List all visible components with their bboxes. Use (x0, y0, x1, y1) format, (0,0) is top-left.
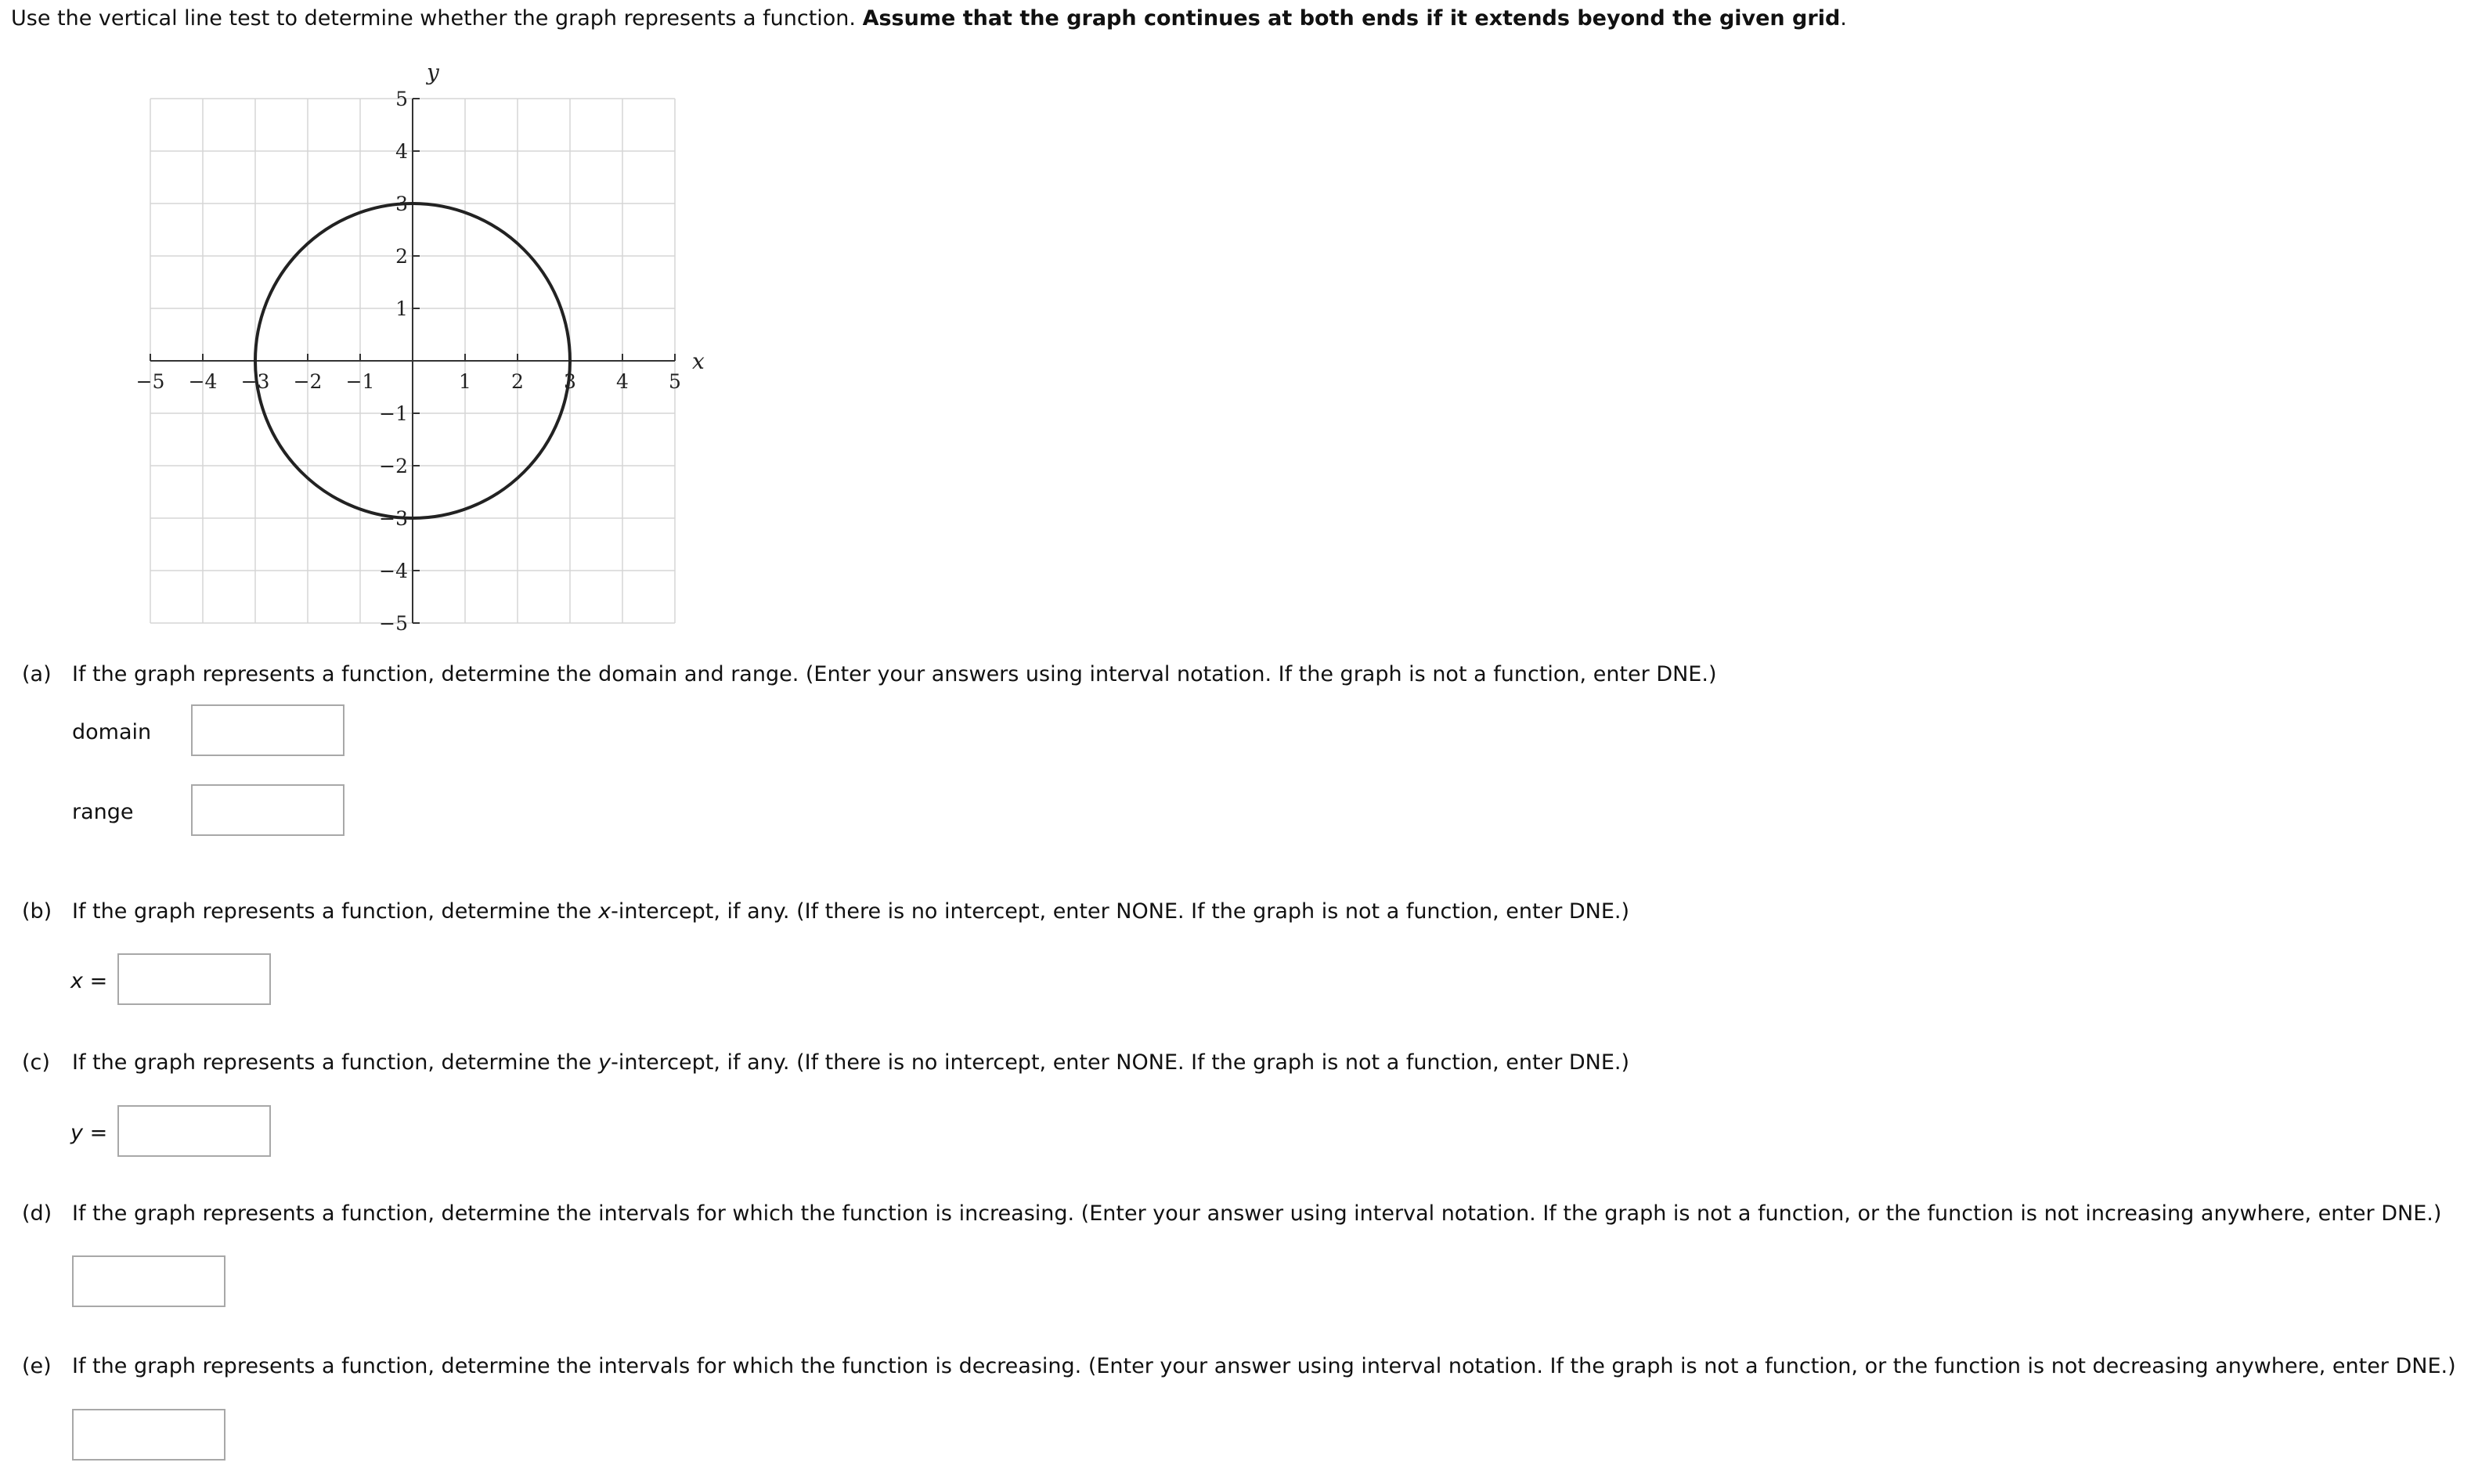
question-d-text: If the graph represents a function, determine the intervals for which the function is increasing. (Enter your answer using interval notation. If the graph is not a function, or the function is not increasing anywhere, enter DNE.) (72, 1201, 2442, 1226)
question-d (22, 1200, 2441, 1228)
question-c-text-before: If the graph represents a function, determine the (72, 1050, 599, 1075)
x-tick-label: 3 (564, 370, 576, 393)
y-tick-label: −2 (379, 455, 408, 477)
x-tick-label: 2 (511, 370, 524, 393)
y-tick-label: −4 (379, 560, 408, 582)
decreasing-input[interactable] (72, 1409, 225, 1461)
instructions-bold: Assume that the graph continues at both ends if it extends beyond the given grid (862, 6, 1841, 31)
y-tick-label: 3 (395, 193, 408, 215)
y-tick-label: −3 (379, 507, 408, 530)
instructions-suffix: . (1840, 6, 1847, 31)
y-intercept-label (70, 1119, 107, 1147)
question-c-text-after: -intercept, if any. (If there is no intercept, enter NONE. If the graph is not a function, enter DNE.) (611, 1050, 1630, 1075)
y-tick-label: −5 (379, 612, 408, 634)
question-b-text-after: -intercept, if any. (If there is no intercept, enter NONE. If the graph is not a function, enter DNE.) (611, 899, 1630, 924)
question-a-text: If the graph represents a function, determine the domain and range. (Enter your answers using interval notation. If the graph is not a function, enter DNE.) (72, 662, 1717, 686)
y-axis-label: y (427, 59, 439, 85)
x-intercept-var: x (70, 969, 83, 993)
x-tick-label: 5 (669, 370, 681, 393)
y-tick-label: 1 (395, 297, 408, 320)
x-tick-label: 1 (459, 370, 471, 393)
y-intercept-var: y (70, 1121, 83, 1145)
y-tick-label: −1 (379, 402, 408, 425)
y-tick-label: 4 (395, 140, 408, 163)
x-tick-label: −2 (293, 370, 323, 393)
y-intercept-input[interactable] (117, 1105, 271, 1157)
x-tick-label: −4 (188, 370, 218, 393)
x-tick-label: −3 (240, 370, 270, 393)
y-tick-label: 5 (395, 88, 408, 110)
x-tick-label: −1 (345, 370, 375, 393)
domain-label: domain (72, 720, 152, 744)
x-intercept-input[interactable] (117, 953, 271, 1005)
instructions (11, 5, 1847, 33)
question-c-var: y (598, 1050, 611, 1075)
question-c-label: (c) (22, 1050, 50, 1075)
question-d-label: (d) (22, 1201, 52, 1226)
x-intercept-eq: = (82, 969, 108, 993)
question-e-text: If the graph represents a function, determine the intervals for which the function is decreasing. (Enter your answer using interval notation. If the graph is not a function, or the function is not decreasing anywhere, enter DNE.) (72, 1354, 2456, 1378)
x-tick-label: −5 (135, 370, 165, 393)
x-tick-label: 4 (616, 370, 629, 393)
range-label: range (72, 800, 134, 824)
question-c (22, 1049, 1629, 1077)
question-b (22, 898, 1629, 926)
range-input[interactable] (191, 784, 344, 836)
question-e (22, 1353, 2456, 1381)
y-tick-label: 2 (395, 245, 408, 268)
question-b-text-before: If the graph represents a function, determine the (72, 899, 599, 924)
question-a-label: (a) (22, 662, 52, 686)
question-b-label: (b) (22, 899, 52, 924)
y-intercept-eq: = (82, 1121, 108, 1145)
x-intercept-label (70, 967, 107, 996)
domain-input[interactable] (191, 704, 344, 756)
question-e-label: (e) (22, 1354, 52, 1378)
question-b-var: x (598, 899, 611, 924)
instructions-text: Use the vertical line test to determine whether the graph represents a function. (11, 6, 856, 31)
question-a (22, 661, 1716, 689)
graph-chart (117, 55, 712, 634)
x-axis-label: x (692, 348, 705, 374)
increasing-input[interactable] (72, 1255, 225, 1307)
